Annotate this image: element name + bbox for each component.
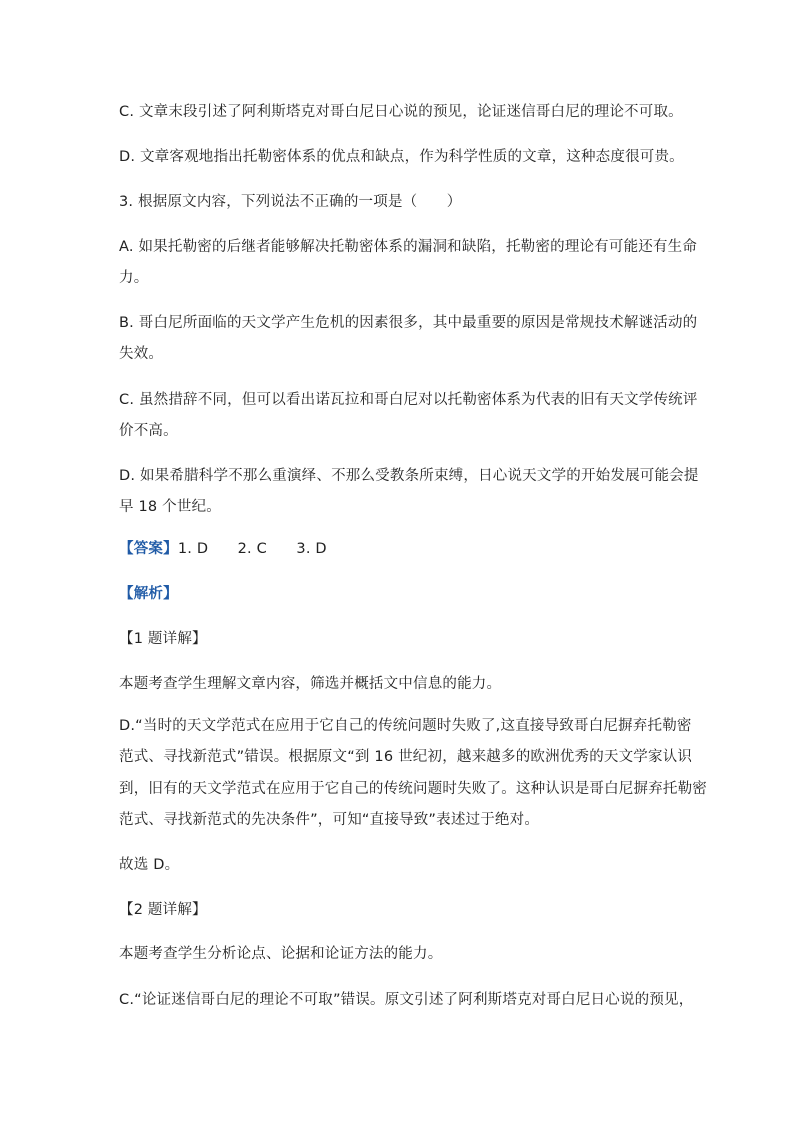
q1-conclusion: 故选 D。 bbox=[119, 857, 180, 873]
q1-tag: 【1 题详解】 bbox=[119, 631, 207, 647]
option-b-line-1: B. 哥白尼所面临的天文学产生危机的因素很多，其中最重要的原因是常规技术解谜活动的 bbox=[119, 315, 698, 331]
option-a-line-2: 力。 bbox=[119, 270, 149, 286]
q1-explanation-line-3: 到，旧有的天文学范式在应用于它自己的传统问题时失败了。这种认识是哥白尼摒弃托勒密 bbox=[119, 781, 707, 797]
q2-heading bbox=[119, 900, 679, 920]
q1-explanation-line-2: 范式、寻找新范式”错误。根据原文“到 16 世纪初，越来越多的欧洲优秀的天文学家认识 bbox=[119, 749, 693, 765]
question-3-stem: 3. 根据原文内容，下列说法不正确的一项是（ ） bbox=[119, 194, 462, 210]
answer-line bbox=[119, 539, 679, 559]
option-c-line-2: 价不高。 bbox=[119, 423, 178, 439]
option-d-line-1: D. 如果希腊科学不那么重演绎、不那么受教条所束缚，日心说天文学的开始发展可能会提 bbox=[119, 468, 699, 484]
q1-explanation-line-1: D.“当时的天文学范式在应用于它自己的传统问题时失败了,这直接导致哥白尼摒弃托勒密 bbox=[119, 718, 692, 734]
option-d-q2: D. 文章客观地指出托勒密体系的优点和缺点，作为科学性质的文章，这种态度很可贵。 bbox=[119, 149, 684, 165]
analysis-tag: 【解析】 bbox=[119, 586, 178, 602]
analysis-heading bbox=[119, 584, 679, 604]
answer-text: 1. D 2. C 3. D bbox=[177, 541, 327, 557]
option-c-q2: C. 文章末段引述了阿利斯塔克对哥白尼日心说的预见，论证迷信哥白尼的理论不可取。 bbox=[119, 104, 683, 120]
option-c-line-1: C. 虽然措辞不同，但可以看出诺瓦拉和哥白尼对以托勒密体系为代表的旧有天文学传统评 bbox=[119, 392, 698, 408]
option-a-line-1: A. 如果托勒密的后继者能够解决托勒密体系的漏洞和缺陷，托勒密的理论有可能还有生命 bbox=[119, 239, 698, 255]
q2-explanation-line-1: C.“论证迷信哥白尼的理论不可取”错误。原文引述了阿利斯塔克对哥白尼日心说的预见， bbox=[119, 992, 694, 1008]
option-b-line-2: 失效。 bbox=[119, 346, 164, 362]
q2-tag: 【2 题详解】 bbox=[119, 902, 207, 918]
answer-tag: 【答案】 bbox=[119, 541, 178, 557]
q1-intro: 本题考查学生理解文章内容，筛选并概括文中信息的能力。 bbox=[119, 676, 502, 692]
q1-explanation-line-4: 范式、寻找新范式的先决条件”，可知“直接导致”表述过于绝对。 bbox=[119, 812, 540, 828]
q1-heading bbox=[119, 629, 679, 649]
option-d-line-2: 早 18 个世纪。 bbox=[119, 499, 221, 515]
q2-intro: 本题考查学生分析论点、论据和论证方法的能力。 bbox=[119, 946, 443, 962]
